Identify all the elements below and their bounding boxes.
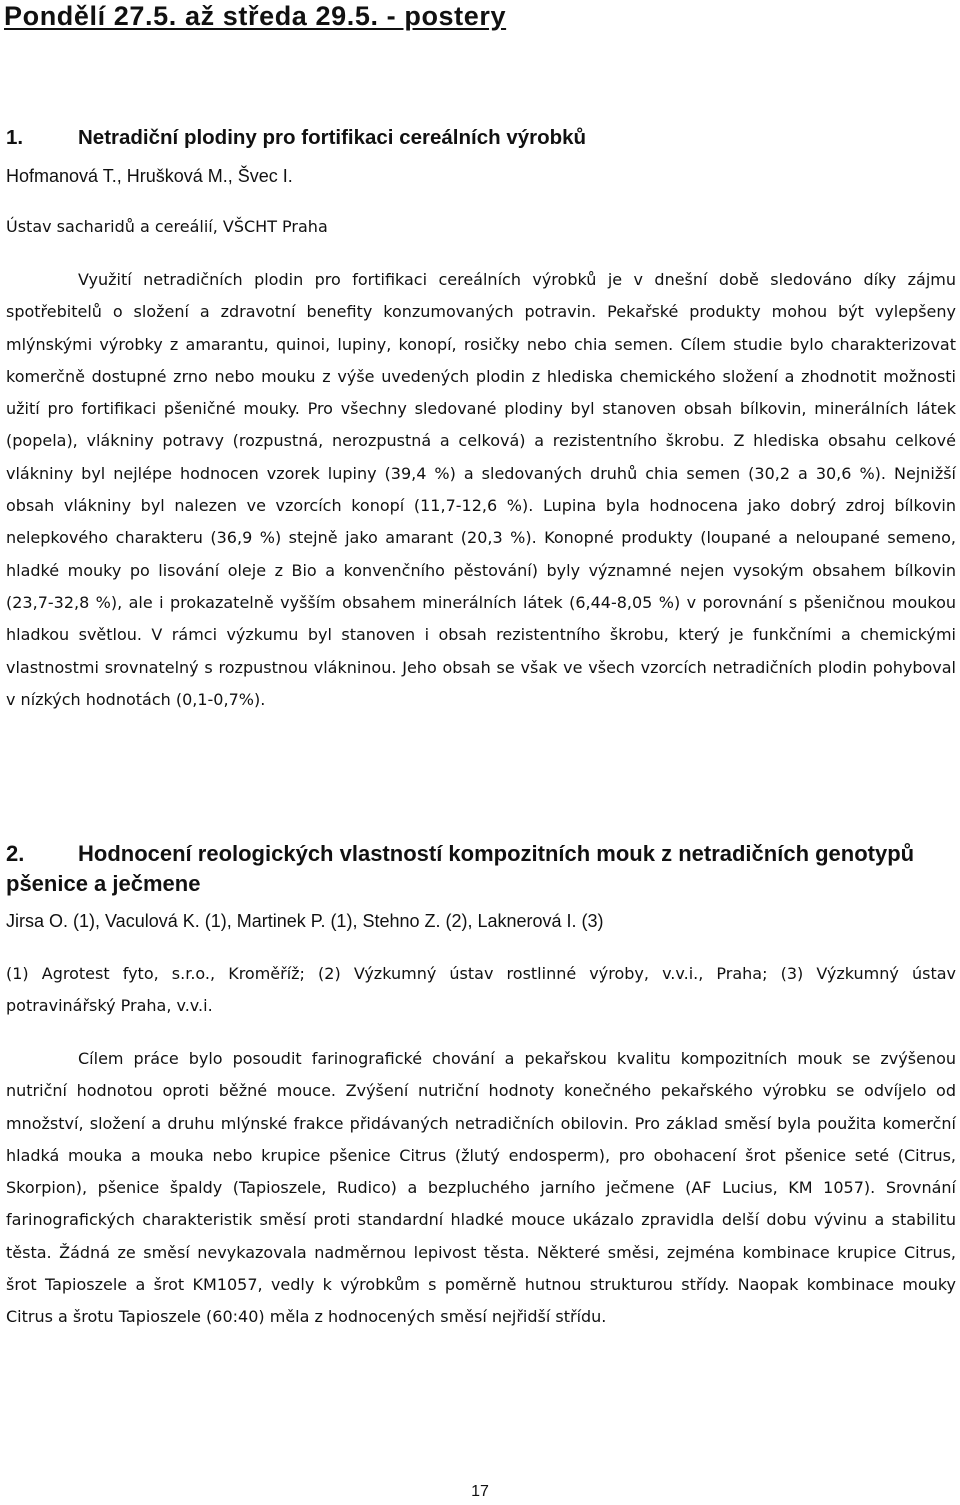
section-1-abstract: Využití netradičních plodin pro fortifikaci cereálních výrobků je v dnešní době sledováno díky zájmu spotřebitelů o složení a zdravotní benefity konzumovaných potravin. Pekařské produkty mohou být vylepšeny mlýnskými výrobky z amarantu, quinoi, lupiny, konopí, rosičky nebo chia semen. Cílem studie bylo charakterizovat komerčně dostupné zrno nebo mouku z výše uvedených plodin z hlediska chemického složení a zhodnotit možnosti užití pro fortifikaci pšeničné mouky. Pro všechny sledované plodiny byl stanoven obsah bílkovin, minerálních látek (popela), vlákniny potravy (rozpustná, nerozpustná a celková) a rezistentního škrobu. Z hlediska obsahu celkové vlákniny byl nejlépe hodnocen vzorek lupiny (39,4 %) a sledovaných druhů chia semen (30,2 a 30,6 %). Nejnižší obsah vlákniny byl nalezen ve vzorcích konopí (11,7-12,6 %). Lupina byla hodnocena jako dobrý zdroj bílkovin nelepkového charakteru (36,9 %) stejně jako amarant (20,3 %). Konopné produkty (loupané a neloupané semeno, hladké mouky po lisování oleje z Bio a konvenčního pěstování) byly významné nejen vysokým obsahem bílkovin (23,7-32,8 %), ale i prokazatelně vyšším obsahem minerálních látek (6,44-8,05 %) v porovnání s pšeničnou moukou hladkou světlou. V rámci výzkumu byl stanoven i obsah rezistentního škrobu, který je funkčními a chemickými vlastnostmi srovnatelný s rozpustnou vlákninou. Jeho obsah se však ve všech vzorcích netradičních plodin pohyboval v nízkých hodnotách (0,1-0,7%). [6, 270, 956, 709]
section-2-number: 2. [6, 841, 25, 866]
section-1-title-text: Netradiční plodiny pro fortifikaci cereálních výrobků [78, 126, 587, 149]
section-1-title [6, 124, 586, 152]
section-2-title-text: Hodnocení reologických vlastností kompozitních mouk z netradičních genotypů pšenice a ječmene [6, 841, 915, 896]
section-2-abstract: Cílem práce bylo posoudit farinografické chování a pekařskou kvalitu kompozitních mouk se zvýšenou nutriční hodnotou oproti běžné mouce. Zvýšení nutriční hodnoty konečného pekařského výrobku se odvíjelo od množství, složení a druhu mlýnské frakce přidávaných netradičních obilovin. Pro základ směsí byla použita komerční hladká mouka a mouka nebo krupice pšenice Citrus (žlutý endosperm), pro obohacení šrot pšenice seté (Citrus, Skorpion), pšenice špaldy (Tapioszele, Rudico) a bezpluchého jarního ječmene (AF Lucius, KM 1057). Srovnání farinografických charakteristik směsí proti standardní hladké mouce ukázalo zpravidla delší dobu vývinu a stabilitu těsta. Žádná ze směsí nevykazovala nadměrnou lepivost těsta. Některé směsi, zejména kombinace krupice Citrus, šrot Tapioszele a šrot KM1057, vedly k výrobkům s poměrně hutnou strukturou střídy. Naopak kombinace mouky Citrus a šrotu Tapioszele (60:40) měla z hodnocených směsí nejřidší střídu. [6, 1049, 956, 1327]
page-number: 17 [471, 1483, 489, 1500]
section-2-title [6, 839, 956, 899]
section-1-authors: Hofmanová T., Hrušková M., Švec I. [6, 166, 293, 186]
section-2-authors: Jirsa O. (1), Vaculová K. (1), Martinek P. (1), Stehno Z. (2), Laknerová I. (3) [6, 911, 604, 931]
section-1-number: 1. [6, 126, 24, 149]
page-header: Pondělí 27.5. až středa 29.5. - postery [4, 1, 507, 31]
section-2-affiliation: (1) Agrotest fyto, s.r.o., Kroměříž; (2) Výzkumný ústav rostlinné výroby, v.v.i., Praha; (3) Výzkumný ústav potravinářský Praha, v.v.i. [6, 964, 956, 1015]
section-1-affiliation: Ústav sacharidů a cereálií, VŠCHT Praha [6, 217, 328, 236]
